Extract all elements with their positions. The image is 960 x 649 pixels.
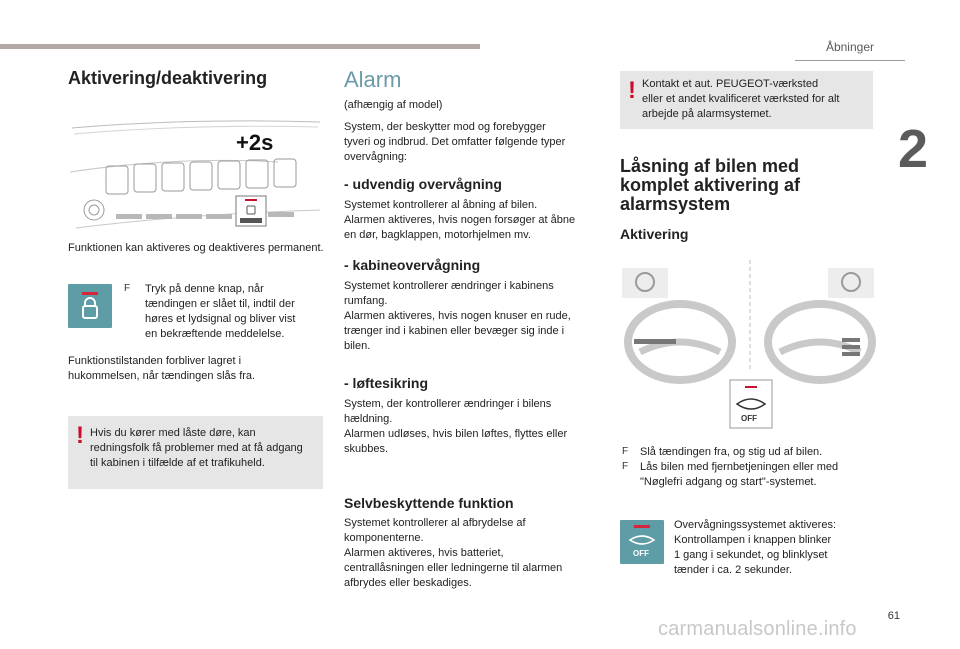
text-line: Alarmen aktiveres, hvis batteriet, <box>344 547 504 559</box>
intro-line: overvågning: <box>344 151 407 163</box>
section-self-protect-title: Selvbeskyttende funktion <box>344 495 514 511</box>
warning-icon: ! <box>76 422 84 449</box>
figure-label: +2s <box>236 130 274 155</box>
off-button-label: OFF <box>741 414 757 423</box>
bullet-line: Lås bilen med fjernbetjeningen eller med <box>640 461 839 473</box>
step-line: en bekræftende meddelelse. <box>145 328 285 340</box>
steering-wheel-figure <box>620 252 880 432</box>
title-line: komplet aktivering af <box>620 175 801 195</box>
alarm-subtitle: (afhængig af model) <box>344 99 443 111</box>
section-cabin-title: - kabineovervågning <box>344 257 481 273</box>
locking-title <box>620 157 880 214</box>
section-exterior-title: - udvendig overvågning <box>344 176 502 192</box>
memory-line: Funktionstilstanden forbliver lagret i <box>68 355 242 367</box>
icon-off-label: OFF <box>633 549 649 558</box>
activation-title: Aktivering <box>620 226 689 242</box>
memory-line: hukommelsen, når tændingen slås fra. <box>68 370 256 382</box>
text-line: komponenterne. <box>344 532 424 544</box>
step-line: tændingen er slået til, indtil der <box>145 298 295 310</box>
section-cabin-text <box>344 279 606 354</box>
bullet-line: Slå tændingen fra, og stig ud af bilen. <box>640 446 823 458</box>
memory-note <box>68 354 324 384</box>
title-line: Låsning af bilen med <box>620 156 800 176</box>
result-line: tænder i ca. 2 sekunder. <box>674 564 793 576</box>
title-line: alarmsystem <box>620 194 731 214</box>
warning-line: arbejde på alarmsystemet. <box>642 108 772 120</box>
alarm-off-icon <box>620 520 664 564</box>
text-line: System, der kontrollerer ændringer i bilens <box>344 398 552 410</box>
step-line: Tryk på denne knap, når <box>145 283 264 295</box>
intro-text: Funktionen kan aktiveres og deaktiveres permanent. <box>68 242 324 254</box>
warning-line: Kontakt et aut. PEUGEOT-værksted <box>642 78 819 90</box>
text-line: Alarmen aktiveres, hvis nogen forsøger at åbne <box>344 214 576 226</box>
col1-title: Aktivering/deaktivering <box>68 68 268 88</box>
section-self-protect-text <box>344 516 606 591</box>
header-bar <box>0 44 480 49</box>
text-line: afbrydes eller beskadiges. <box>344 577 472 589</box>
warning-line: Hvis du kører med låste døre, kan <box>90 427 256 439</box>
alarm-title: Alarm <box>344 67 402 92</box>
result-line: Kontrollampen i knappen blinker <box>674 534 832 546</box>
page-number: 61 <box>887 610 900 622</box>
intro-line: System, der beskytter mod og forebygger <box>344 121 546 133</box>
bullet-item <box>640 460 880 490</box>
alarm-intro <box>344 120 606 165</box>
lock-button-icon <box>68 284 112 328</box>
text-line: Systemet kontrollerer al åbning af bilen. <box>344 199 538 211</box>
step-text <box>145 282 325 342</box>
warning-box-2 <box>620 71 873 129</box>
text-line: Alarmen udløses, hvis bilen løftes, flyttes eller <box>344 428 568 440</box>
text-line: centrallåsningen eller ledningerne til alarmen <box>344 562 563 574</box>
header-divider <box>795 60 905 61</box>
watermark: carmanualsonline.info <box>658 618 857 640</box>
section-exterior-text <box>344 198 606 243</box>
text-line: skubbes. <box>344 443 389 455</box>
step-line: høres et lydsignal og bliver vist <box>145 313 296 325</box>
warning-line: eller et andet kvalificeret værksted for alt <box>642 93 840 105</box>
col1-intro <box>68 241 324 256</box>
alarm-subtitle-block <box>344 98 606 113</box>
text-line: rumfang. <box>344 295 388 307</box>
bullet-line: "Nøglefri adgang og start"-systemet. <box>640 476 817 488</box>
warning-box-1 <box>68 416 323 489</box>
text-line: Systemet kontrollerer ændringer i kabinens <box>344 280 554 292</box>
text-line: Systemet kontrollerer al afbrydelse af <box>344 517 526 529</box>
intro-line: tyveri og indbrud. Det omfatter følgende typer <box>344 136 566 148</box>
text-line: Alarmen aktiveres, hvis nogen knuser en rude, <box>344 310 571 322</box>
result-line: Overvågningssystemet aktiveres: <box>674 519 837 531</box>
activation-result <box>674 518 874 578</box>
text-line: hældning. <box>344 413 393 425</box>
step-marker: F <box>124 283 131 294</box>
text-line: trænger ind i kabinen eller bevæger sig inde i <box>344 325 565 337</box>
bullet-marker: F <box>622 446 629 457</box>
chapter-number: 2 <box>898 119 929 179</box>
section-title: Åbninger <box>825 40 874 54</box>
result-line: 1 gang i sekundet, og blinklyset <box>674 549 828 561</box>
warning-line: til kabinen i tilfælde af et trafikuheld. <box>90 457 265 469</box>
warning-line: redningsfolk få problemer med at få adgang <box>90 442 303 454</box>
text-line: bilen. <box>344 340 371 352</box>
bullet-marker: F <box>622 461 629 472</box>
button-panel-figure <box>68 110 324 235</box>
text-line: en dør, bagklappen, motorhjelmen mv. <box>344 229 531 241</box>
warning-icon: ! <box>628 77 636 104</box>
section-lift-title: - løftesikring <box>344 375 429 391</box>
section-lift-text <box>344 397 606 457</box>
bullet-item <box>640 445 880 460</box>
